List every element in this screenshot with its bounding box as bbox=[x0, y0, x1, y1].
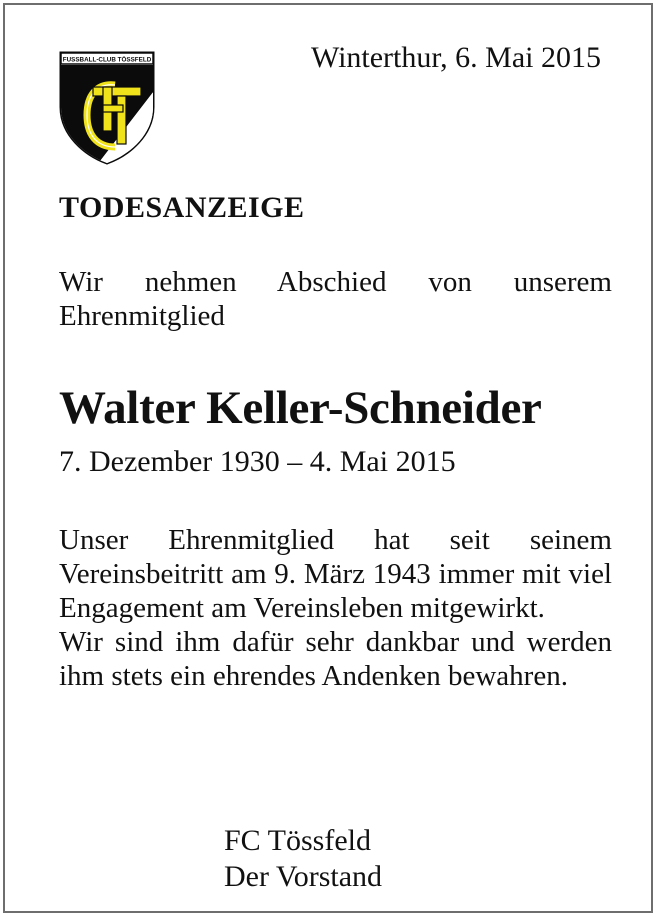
death-notice-frame bbox=[3, 3, 653, 913]
club-crest-text: FUSSBALL-CLUB TÖSSFELD bbox=[62, 56, 152, 64]
signature-block bbox=[224, 823, 382, 895]
intro-line-2: Ehrenmitglied bbox=[59, 300, 225, 332]
tribute-paragraph-2: Wir sind ihm dafür sehr dankbar und werden ihm stets ein ehrendes Andenken bewahren. bbox=[59, 626, 612, 692]
signature-board: Der Vorstand bbox=[224, 860, 383, 893]
tribute-paragraph-1: Unser Ehrenmitglied hat seit seinem Vereinsbeitritt am 9. März 1943 immer mit viel Engagement am Vereinsleben mitgewirkt. bbox=[59, 524, 612, 624]
life-dates: 7. Dezember 1930 – 4. Mai 2015 bbox=[59, 445, 456, 478]
notice-heading: TODESANZEIGE bbox=[59, 191, 305, 224]
intro-line-1: Wir nehmen Abschied von unserem bbox=[59, 266, 612, 298]
intro-text bbox=[59, 265, 612, 333]
place-and-date: Winterthur, 6. Mai 2015 bbox=[310, 41, 601, 74]
deceased-name: Walter Keller-Schneider bbox=[59, 382, 542, 434]
tribute-text bbox=[59, 523, 612, 693]
signature-club: FC Tössfeld bbox=[224, 824, 371, 857]
club-crest-logo bbox=[57, 47, 157, 165]
